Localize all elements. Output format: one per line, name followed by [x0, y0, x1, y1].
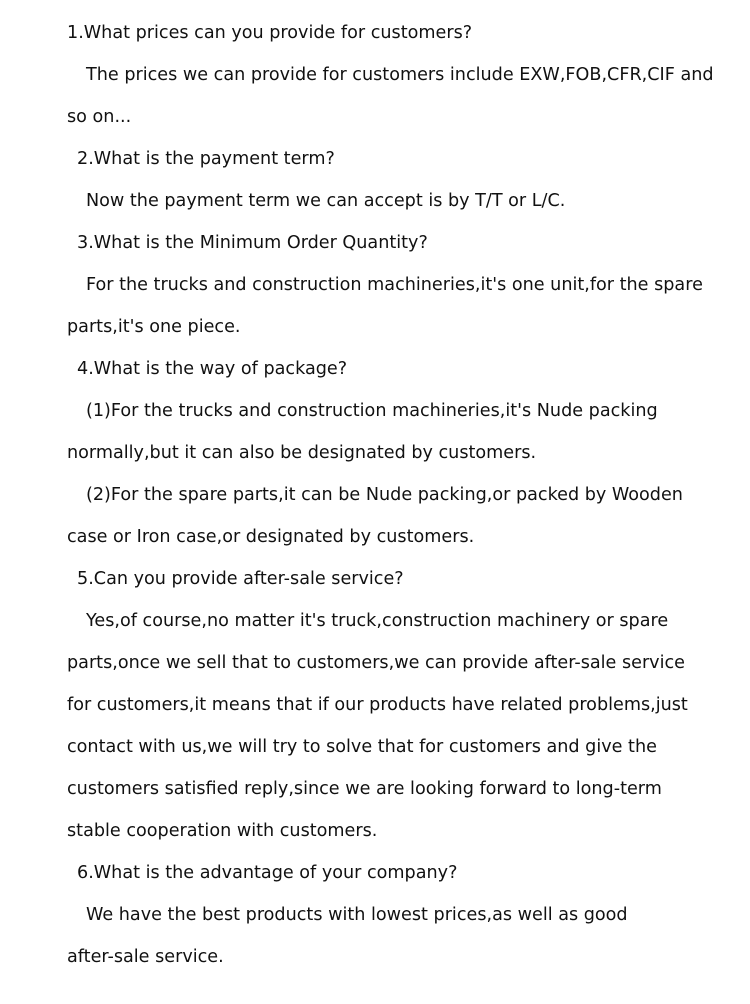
faq-answer-4-line-3: (2)For the spare parts,it can be Nude packing,or packed by Wooden	[86, 485, 683, 505]
faq-answer-4-line-4: case or Iron case,or designated by customers.	[67, 527, 475, 547]
faq-question-2: 2.What is the payment term?	[77, 149, 335, 169]
faq-answer-5-line-4: contact with us,we will try to solve that for customers and give the	[67, 737, 657, 757]
faq-question-3: 3.What is the Minimum Order Quantity?	[77, 233, 428, 253]
faq-answer-5-line-1: Yes,of course,no matter it's truck,construction machinery or spare	[86, 611, 669, 631]
faq-answer-3-line-1: For the trucks and construction machineries,it's one unit,for the spare	[86, 275, 703, 295]
faq-answer-3-line-2: parts,it's one piece.	[67, 317, 241, 337]
faq-answer-5-line-3: for customers,it means that if our products have related problems,just	[67, 695, 688, 715]
faq-answer-4-line-2: normally,but it can also be designated by customers.	[67, 443, 537, 463]
faq-answer-6-line-2: after-sale service.	[67, 947, 224, 967]
faq-answer-5-line-5: customers satisfied reply,since we are looking forward to long-term	[67, 779, 662, 799]
faq-answer-1-line-1: The prices we can provide for customers include EXW,FOB,CFR,CIF and	[86, 65, 714, 85]
faq-answer-5-line-6: stable cooperation with customers.	[67, 821, 378, 841]
faq-question-5: 5.Can you provide after-sale service?	[77, 569, 404, 589]
faq-answer-6-line-1: We have the best products with lowest prices,as well as good	[86, 905, 628, 925]
faq-question-6: 6.What is the advantage of your company?	[77, 863, 458, 883]
faq-answer-2-line-1: Now the payment term we can accept is by T/T or L/C.	[86, 191, 566, 211]
faq-question-1: 1.What prices can you provide for customers?	[67, 23, 473, 43]
faq-question-4: 4.What is the way of package?	[77, 359, 348, 379]
faq-answer-1-line-2: so on...	[67, 107, 132, 127]
faq-answer-4-line-1: (1)For the trucks and construction machineries,it's Nude packing	[86, 401, 658, 421]
faq-answer-5-line-2: parts,once we sell that to customers,we can provide after-sale service	[67, 653, 685, 673]
